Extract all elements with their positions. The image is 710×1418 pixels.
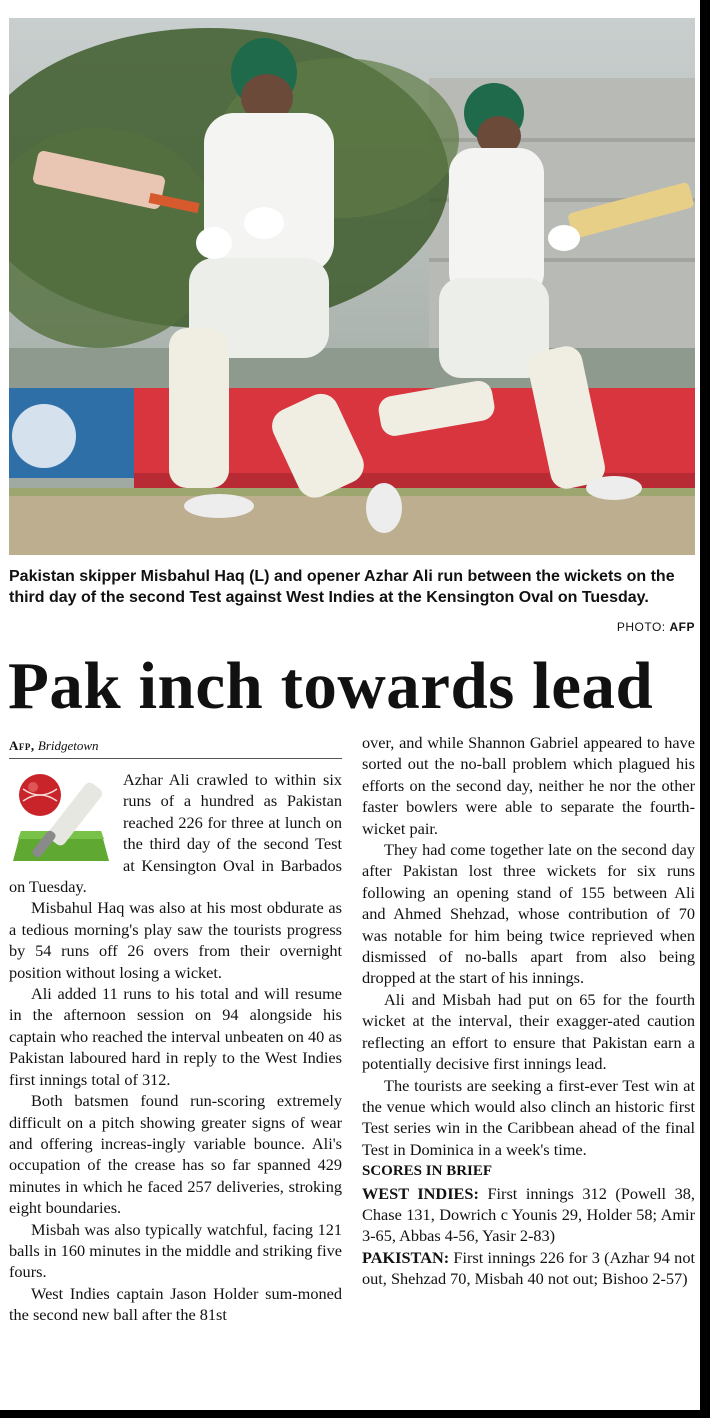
article-column-2 <box>362 732 695 1290</box>
credit-label: PHOTO: <box>616 620 666 634</box>
paragraph-6-continued: over, and while Shannon Gabriel appeared to have sorted out the no-ball problem which plagued his efforts on the second day, neither he nor the other faster bowlers were able to separate the fourth-wicket pair. <box>362 733 695 838</box>
paragraph-5: Misbah was also typically watchful, facing 121 balls in 160 minutes in the middle and striking five fours. <box>9 1219 342 1282</box>
cricket-ball-bat-icon <box>9 769 117 869</box>
byline-location: Bridgetown <box>37 738 99 753</box>
paragraph-7: They had come together late on the second day after Pakistan lost three wickets for six runs following an opening stand of 155 between Ali and Ahmed Shehzad, whose contribution of 70 was notable for him being twice reprieved when dismissed of no-balls apart from also being dropped at the start of his innings. <box>362 840 695 988</box>
paragraph-4: Both batsmen found run-scoring extremely difficult on a pitch showing greater signs of wear and offering increas-ingly variable bounce. Ali's occupation of the crease has so far spanned 429 minutes in which he faced 257 deliveries, stroking eight boundaries. <box>9 1091 342 1218</box>
scores-pakistan <box>362 1247 695 1290</box>
headline: Pak inch towards lead <box>8 649 654 723</box>
paragraph-2: Misbahul Haq was also at his most obdurate as a tedious morning's play saw the tourists progress by 54 runs off 26 overs from their overnight position without losing a wicket. <box>9 898 342 982</box>
byline <box>9 738 342 759</box>
article-column-1 <box>9 738 342 1326</box>
photo-caption: Pakistan skipper Misbahul Haq (L) and opener Azhar Ali run between the wickets on the third day of the second Test against West Indies at the Kensington Oval on Tuesday. <box>9 568 675 606</box>
scores-pak-label: PAKISTAN: <box>362 1247 450 1267</box>
scores-wi-label: WEST INDIES: <box>362 1183 479 1203</box>
paragraph-3: Ali added 11 runs to his total and will resume in the afternoon session on 94 alongside his captain who reached the interval unbeaten on 40 as Pakistan laboured hard in reply to the West Indies first innings total of 312. <box>9 984 342 1089</box>
scores-wi-text: First innings 312 (Powell 38, Chase 131, Dowrich c Younis 29, Holder 58; Amir 3-65, Abbas 4-56, Yasir 2-83) <box>362 1183 695 1246</box>
paragraph-8: Ali and Misbah had put on 65 for the fourth wicket at the interval, their exagger-ated caution reflecting an effort to ensure that Pakistan earn a potentially decisive first innings lead. <box>362 989 695 1074</box>
cricket-batsmen-photo <box>9 18 695 555</box>
scores-pak-text: First innings 226 for 3 (Azhar 94 not out, Shehzad 70, Misbah 40 not out; Bishoo 2-57) <box>362 1247 695 1289</box>
scores-west-indies <box>362 1183 695 1247</box>
photo-credit <box>617 620 695 634</box>
byline-agency: Afp, <box>9 738 35 753</box>
paragraph-1: Azhar Ali crawled to within six runs of a hundred as Pakistan reached 226 for three at lunch on the third day of the second Test at Kensington Oval in Barbados on Tuesday. <box>9 770 342 897</box>
credit-source: AFP <box>669 620 695 634</box>
photo-illustration <box>9 18 695 555</box>
paragraph-6: West Indies captain Jason Holder sum-moned the second new ball after the 81st <box>9 1283 342 1325</box>
scores-heading: SCORES IN BRIEF <box>362 1163 493 1180</box>
paragraph-9: The tourists are seeking a first-ever Test win at the venue which would also clinch an historic first Test series win in the Caribbean ahead of the final Test in Dominica in a week's time. <box>362 1075 695 1159</box>
